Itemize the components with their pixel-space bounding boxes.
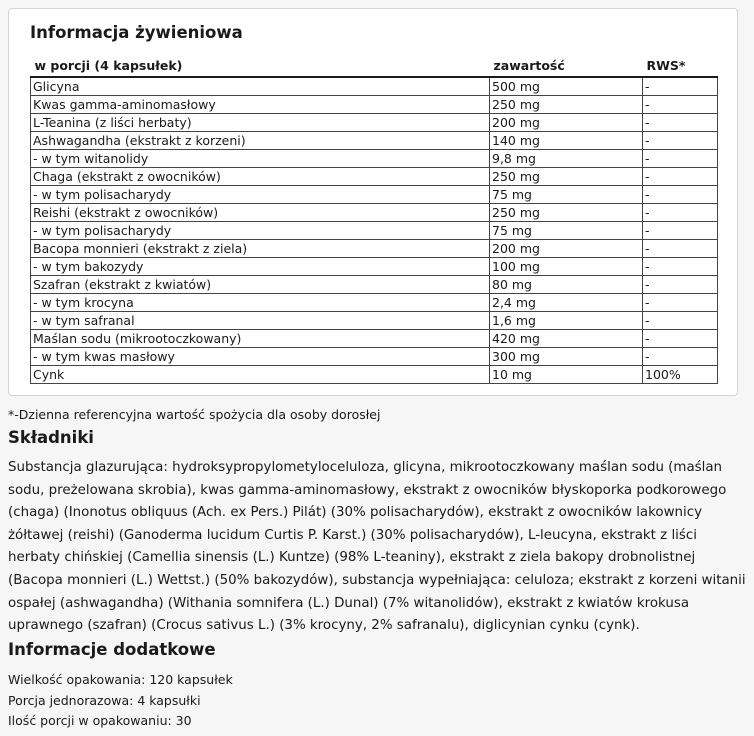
table-row — [31, 348, 718, 366]
additional-info-heading: Informacje dodatkowe — [8, 640, 216, 659]
rws-footnote: *-Dzienna referencyjna wartość spożycia dla osoby dorosłej — [8, 407, 381, 422]
table-row — [31, 294, 718, 312]
nutrient-rws-cell: - — [643, 222, 718, 240]
nutrient-rws-cell: - — [643, 294, 718, 312]
nutrient-amount-cell: 250 mg — [490, 204, 643, 222]
table-row — [31, 204, 718, 222]
nutrition-facts-box — [8, 8, 738, 396]
nutrient-amount-cell: 9,8 mg — [490, 150, 643, 168]
nutrient-rws-cell: - — [643, 96, 718, 114]
nutrient-rws-cell: 100% — [643, 366, 718, 384]
nutrient-amount-cell: 200 mg — [490, 114, 643, 132]
nutrient-name-cell: Bacopa monnieri (ekstrakt z ziela) — [31, 240, 490, 258]
table-row — [31, 222, 718, 240]
nutrient-amount-cell: 200 mg — [490, 240, 643, 258]
table-row — [31, 96, 718, 114]
nutrient-name-cell: - w tym polisacharydy — [31, 222, 490, 240]
table-row — [31, 330, 718, 348]
table-row — [31, 258, 718, 276]
table-header-row — [31, 55, 718, 77]
table-row — [31, 240, 718, 258]
nutrient-name-cell: - w tym bakozydy — [31, 258, 490, 276]
nutrient-amount-cell: 75 mg — [490, 186, 643, 204]
nutrient-name-cell: - w tym kwas masłowy — [31, 348, 490, 366]
nutrient-name-cell: Cynk — [31, 366, 490, 384]
nutrient-amount-cell: 250 mg — [490, 168, 643, 186]
column-header-content: zawartość — [490, 55, 643, 77]
nutrition-title: Informacja żywieniowa — [30, 23, 243, 42]
nutrient-amount-cell: 250 mg — [490, 96, 643, 114]
table-row — [31, 168, 718, 186]
nutrient-rws-cell: - — [643, 240, 718, 258]
nutrient-amount-cell: 140 mg — [490, 132, 643, 150]
nutrient-rws-cell: - — [643, 330, 718, 348]
nutrient-rws-cell: - — [643, 348, 718, 366]
table-row — [31, 366, 718, 384]
nutrient-name-cell: Ashwagandha (ekstrakt z korzeni) — [31, 132, 490, 150]
nutrient-amount-cell: 300 mg — [490, 348, 643, 366]
nutrient-rws-cell: - — [643, 77, 718, 96]
additional-info-list — [8, 670, 233, 732]
table-row — [31, 132, 718, 150]
nutrient-rws-cell: - — [643, 186, 718, 204]
nutrient-name-cell: L-Teanina (z liści herbaty) — [31, 114, 490, 132]
table-row — [31, 186, 718, 204]
nutrient-name-cell: - w tym polisacharydy — [31, 186, 490, 204]
nutrient-rws-cell: - — [643, 258, 718, 276]
nutrient-rws-cell: - — [643, 114, 718, 132]
table-row — [31, 312, 718, 330]
nutrient-amount-cell: 80 mg — [490, 276, 643, 294]
nutrient-name-cell: Reishi (ekstrakt z owocników) — [31, 204, 490, 222]
nutrition-table — [30, 55, 718, 384]
nutrient-amount-cell: 2,4 mg — [490, 294, 643, 312]
nutrient-amount-cell: 10 mg — [490, 366, 643, 384]
table-row — [31, 77, 718, 96]
nutrient-rws-cell: - — [643, 312, 718, 330]
additional-info-item: Porcja jednorazowa: 4 kapsułki — [8, 692, 201, 708]
additional-info-item: Ilość porcji w opakowaniu: 30 — [8, 713, 192, 728]
nutrient-amount-cell: 420 mg — [490, 330, 643, 348]
nutrition-table-body — [31, 77, 718, 384]
nutrient-rws-cell: - — [643, 150, 718, 168]
nutrient-name-cell: Kwas gamma-aminomasłowy — [31, 96, 490, 114]
nutrient-name-cell: Szafran (ekstrakt z kwiatów) — [31, 276, 490, 294]
nutrient-rws-cell: - — [643, 132, 718, 150]
nutrient-amount-cell: 500 mg — [490, 77, 643, 96]
nutrient-name-cell: Maślan sodu (mikrootoczkowany) — [31, 330, 490, 348]
nutrient-rws-cell: - — [643, 276, 718, 294]
ingredients-text: Substancja glazurująca: hydroksypropylometyloceluloza, glicyna, mikrootoczkowany maślan sodu (maślan sodu, preżelowana skrobia), kwas gamma-aminomasłowy, ekstrakt z owocników błyskoporka podkorowego (chaga) (Inonotus obliquus (Ach. ex Pers.) Pilát) (30% polisacharydów), ekstrakt z owocników lakownicy żółtawej (reishi) (Ganoderma lucidum Curtis P. Karst.) (30% polisacharydów), L-leucyna, ekstrakt z liści herbaty chińskiej (Camellia sinensis (L.) Kuntze) (98% L-teaniny), ekstrakt z ziela bakopy drobnolistnej (Bacopa monnieri (L.) Wettst.) (50% bakozydów), substancja wypełniająca: celuloza; ekstrakt z korzeni witanii ospałej (ashwagandha) (Withania somnifera (L.) Dunal) (7% witanolidów), ekstrakt z kwiatów krokusa uprawnego (szafran) (Crocus sativus L.) (3% krocyny, 2% safranalu), diglicynian cynku (cynk). — [8, 460, 746, 634]
table-row — [31, 114, 718, 132]
nutrient-name-cell: - w tym safranal — [31, 312, 490, 330]
nutrient-name-cell: - w tym witanolidy — [31, 150, 490, 168]
additional-info-item: Wielkość opakowania: 120 kapsułek — [8, 672, 233, 687]
column-header-rws: RWS* — [643, 55, 718, 77]
column-header-serving: w porcji (4 kapsułek) — [31, 55, 490, 77]
nutrient-amount-cell: 75 mg — [490, 222, 643, 240]
nutrient-rws-cell: - — [643, 168, 718, 186]
nutrient-amount-cell: 1,6 mg — [490, 312, 643, 330]
table-row — [31, 276, 718, 294]
nutrient-name-cell: Chaga (ekstrakt z owocników) — [31, 168, 490, 186]
ingredients-heading: Składniki — [8, 428, 94, 447]
table-row — [31, 150, 718, 168]
nutrient-name-cell: - w tym krocyna — [31, 294, 490, 312]
nutrient-name-cell: Glicyna — [31, 77, 490, 96]
nutrient-rws-cell: - — [643, 204, 718, 222]
nutrient-amount-cell: 100 mg — [490, 258, 643, 276]
